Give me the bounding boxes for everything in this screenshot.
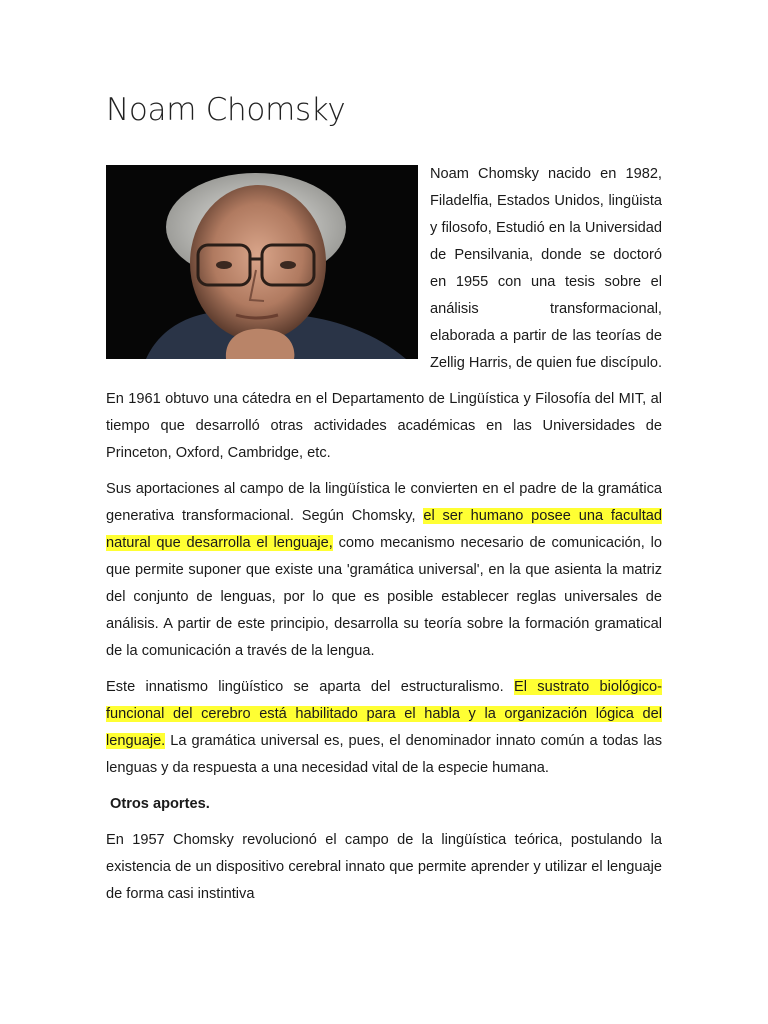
contributions-text-after: como mecanismo necesario de comunicación, lo que permite suponer que existe una 'gramática universal', en la que asienta la matriz del conjunto de lenguas, por lo que es posible establecer reglas universales de análisis. A partir de este principio, desarrolla su teoría sobre la formación gramatical de la comunicación a través de la lengua. (106, 535, 662, 659)
page-title: Noam Chomsky (106, 92, 346, 128)
portrait-illustration (106, 165, 418, 359)
contributions-paragraph (106, 476, 662, 665)
innatism-paragraph (106, 674, 662, 782)
intro-paragraph: Noam Chomsky nacido en 1982, Filadelfia, Estados Unidos, lingüista y filosofo, Estudió en la Universidad de Pensilvania, donde se doctoró en 1955 con una tesis sobre el análisis transformacional, elaborada a partir de las teorías de Zellig Harris, de quien fue discípulo. (430, 166, 662, 371)
innatism-text-before: Este innatismo lingüístico se aparta del estructuralismo. (106, 679, 515, 695)
portrait-photo (106, 165, 418, 359)
document-body (106, 161, 662, 917)
highlighted-text: el ser humano posee una facultad natural que desarrolla el lenguaje, (106, 508, 662, 551)
innatism-text-after: La gramática universal es, pues, el denominador innato común a todas las lenguas y da respuesta a una necesidad vital de la especie humana. (106, 733, 662, 776)
highlighted-text: El sustrato biológico-funcional del cerebro está habilitado para el habla y la organización lógica del lenguaje. (106, 679, 662, 749)
subheading: Otros aportes. (110, 796, 210, 812)
mit-paragraph: En 1961 obtuvo una cátedra en el Departamento de Lingüística y Filosofía del MIT, al tiempo que desarrolló otras actividades académicas en las Universidades de Princeton, Oxford, Cambridge, etc. (106, 391, 662, 461)
contributions-text-before: Sus aportaciones al campo de la lingüística le convierten en el padre de la gramática generativa transformacional. Según Chomsky, (106, 481, 662, 524)
other-contributions-paragraph: En 1957 Chomsky revolucionó el campo de la lingüística teórica, postulando la existencia de un dispositivo cerebral innato que permite aprender y utilizar el lenguaje de forma casi instintiva (106, 832, 662, 902)
